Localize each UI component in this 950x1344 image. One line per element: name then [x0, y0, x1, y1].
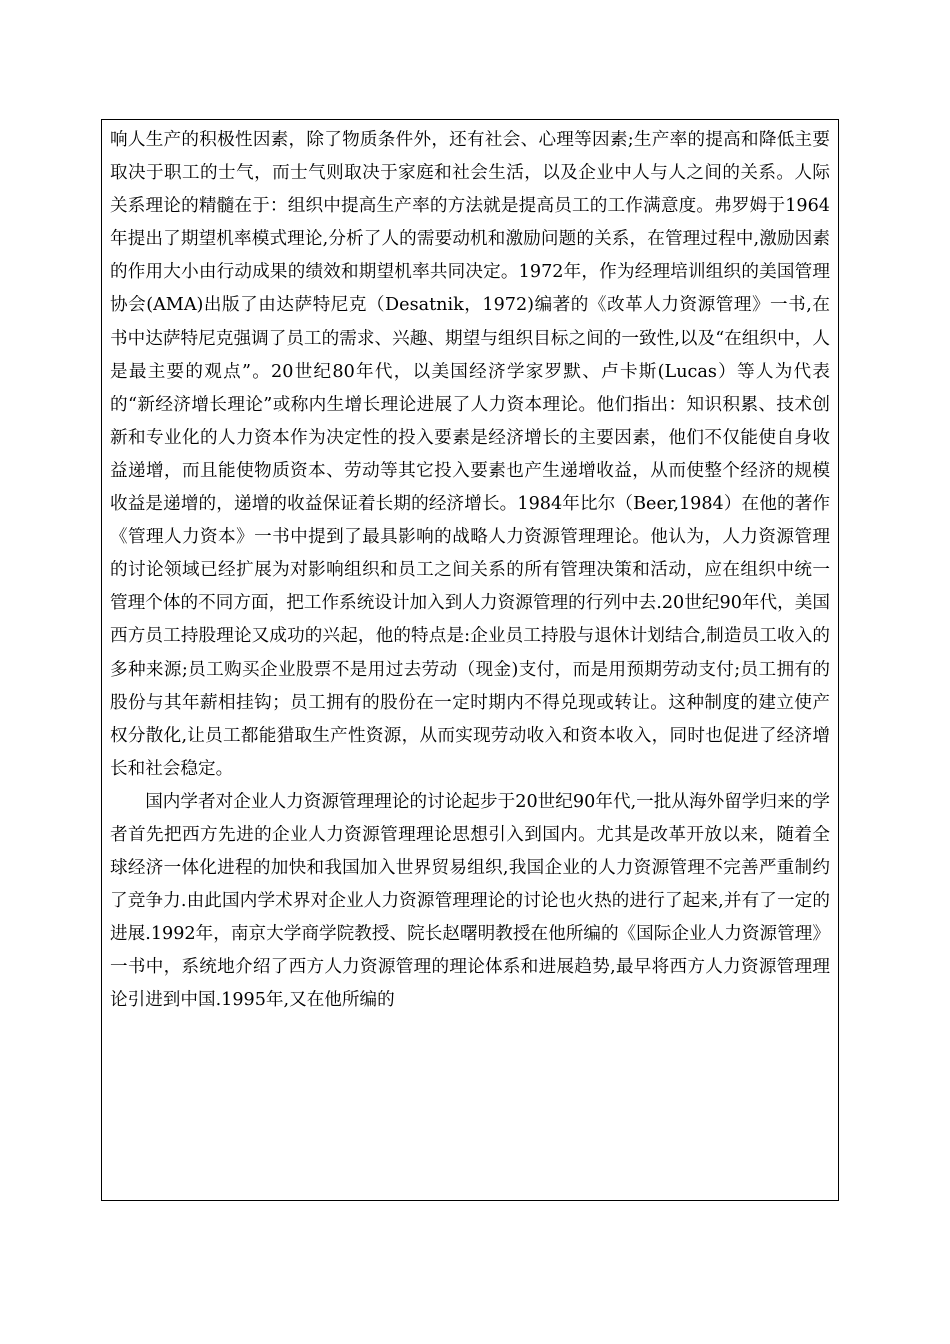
document-body	[110, 124, 830, 1018]
paragraph-domestic-research: 国内学者对企业人力资源管理理论的讨论起步于20世纪90年代,一批从海外留学归来的学者首先把西方先进的企业人力资源管理理论思想引入到国内。尤其是改革开放以来，随着全球经济一体化进程的加快和我国加入世界贸易组织,我国企业的人力资源管理不完善严重制约了竞争力.由此国内学术界对企业人力资源管理理论的讨论也火热的进行了起来,并有了一定的进展.1992年，南京大学商学院教授、院长赵曙明教授在他所编的《国际企业人力资源管理》一书中，系统地介绍了西方人力资源管理的理论体系和进展趋势,最早将西方人力资源管理理论引进到中国.1995年,又在他所编的	[110, 791, 830, 1011]
paragraph-continued: 响人生产的积极性因素，除了物质条件外，还有社会、心理等因素;生产率的提高和降低主要取决于职工的士气，而士气则取决于家庭和社会生活，以及企业中人与人之间的关系。人际关系理论的精髓在于：组织中提高生产率的方法就是提高员工的工作满意度。弗罗姆于1964年提出了期望机率模式理论,分析了人的需要动机和激励问题的关系，在管理过程中,激励因素的作用大小由行动成果的绩效和期望机率共同决定。1972年，作为经理培训组织的美国管理协会(AMA)出版了由达萨特尼克（Desatnik，1972)编著的《改革人力资源管理》一书,在书中达萨特尼克强调了员工的需求、兴趣、期望与组织目标之间的一致性,以及“在组织中，人是最主要的观点”。20世纪80年代，以美国经济学家罗默、卢卡斯(Lucas）等人为代表的“新经济增长理论”或称内生增长理论进展了人力资本理论。他们指出：知识积累、技术创新和专业化的人力资本作为决定性的投入要素是经济增长的主要因素，他们不仅能使自身收益递增，而且能使物质资本、劳动等其它投入要素也产生递增收益，从而使整个经济的规模收益是递增的，递增的收益保证着长期的经济增长。1984年比尔（Beer,1984）在他的著作《管理人力资本》一书中提到了最具影响的战略人力资源管理理论。他认为，人力资源管理的讨论领域已经扩展为对影响组织和员工之间关系的所有管理决策和活动，应在组织中统一管理个体的不同方面，把工作系统设计加入到人力资源管理的行列中去.20世纪90年代，美国西方员工持股理论又成功的兴起，他的特点是:企业员工持股与退休计划结合,制造员工收入的多种来源;员工购买企业股票不是用过去劳动（现金)支付，而是用预期劳动支付;员工拥有的股份与其年薪相挂钩；员工拥有的股份在一定时期内不得兑现或转让。这种制度的建立使产权分散化,让员工都能猎取生产性资源，从而实现劳动收入和资本收入，同时也促进了经济增长和社会稳定。	[110, 130, 830, 779]
text-frame	[101, 119, 839, 1201]
